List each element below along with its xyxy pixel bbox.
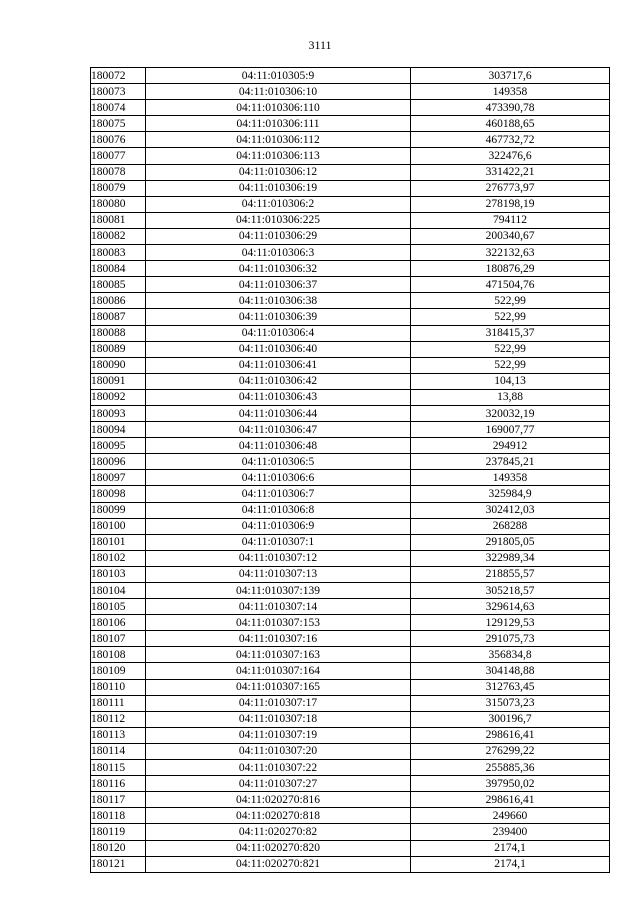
value-cell: 331422,21 bbox=[411, 164, 610, 180]
cadastral-number-cell: 04:11:010306:42 bbox=[146, 373, 411, 389]
table-row bbox=[91, 695, 610, 711]
row-id-cell: 180095 bbox=[91, 438, 146, 454]
cadastral-number-cell: 04:11:010307:19 bbox=[146, 727, 411, 743]
table-row bbox=[91, 245, 610, 261]
table-row bbox=[91, 438, 610, 454]
row-id-cell: 180120 bbox=[91, 840, 146, 856]
row-id-cell: 180089 bbox=[91, 341, 146, 357]
table-row bbox=[91, 116, 610, 132]
row-id-cell: 180119 bbox=[91, 824, 146, 840]
value-cell: 169007,77 bbox=[411, 422, 610, 438]
cadastral-number-cell: 04:11:010306:41 bbox=[146, 357, 411, 373]
table-row bbox=[91, 325, 610, 341]
cadastral-number-cell: 04:11:010306:47 bbox=[146, 422, 411, 438]
table-row bbox=[91, 550, 610, 566]
row-id-cell: 180102 bbox=[91, 550, 146, 566]
cadastral-number-cell: 04:11:010307:27 bbox=[146, 776, 411, 792]
cadastral-number-cell: 04:11:010307:20 bbox=[146, 743, 411, 759]
value-cell: 298616,41 bbox=[411, 727, 610, 743]
value-cell: 794112 bbox=[411, 212, 610, 228]
row-id-cell: 180116 bbox=[91, 776, 146, 792]
row-id-cell: 180107 bbox=[91, 631, 146, 647]
cadastral-number-cell: 04:11:010306:12 bbox=[146, 164, 411, 180]
row-id-cell: 180090 bbox=[91, 357, 146, 373]
table-row bbox=[91, 405, 610, 421]
table-row bbox=[91, 68, 610, 84]
cadastral-number-cell: 04:11:010307:153 bbox=[146, 615, 411, 631]
row-id-cell: 180079 bbox=[91, 180, 146, 196]
value-cell: 522,99 bbox=[411, 341, 610, 357]
table-row bbox=[91, 470, 610, 486]
cadastral-number-cell: 04:11:010307:17 bbox=[146, 695, 411, 711]
table-row bbox=[91, 293, 610, 309]
table-row bbox=[91, 583, 610, 599]
table-row bbox=[91, 808, 610, 824]
table-row bbox=[91, 486, 610, 502]
table-row bbox=[91, 261, 610, 277]
row-id-cell: 180096 bbox=[91, 454, 146, 470]
cadastral-number-cell: 04:11:010306:43 bbox=[146, 389, 411, 405]
row-id-cell: 180111 bbox=[91, 695, 146, 711]
row-id-cell: 180072 bbox=[91, 68, 146, 84]
table-row bbox=[91, 647, 610, 663]
value-cell: 149358 bbox=[411, 470, 610, 486]
value-cell: 2174,1 bbox=[411, 856, 610, 872]
cadastral-number-cell: 04:11:010307:16 bbox=[146, 631, 411, 647]
table-row bbox=[91, 518, 610, 534]
table-row bbox=[91, 84, 610, 100]
table-row bbox=[91, 357, 610, 373]
row-id-cell: 180092 bbox=[91, 389, 146, 405]
row-id-cell: 180113 bbox=[91, 727, 146, 743]
value-cell: 356834,8 bbox=[411, 647, 610, 663]
table-row bbox=[91, 631, 610, 647]
cadastral-number-cell: 04:11:010306:32 bbox=[146, 261, 411, 277]
row-id-cell: 180073 bbox=[91, 84, 146, 100]
value-cell: 322476,6 bbox=[411, 148, 610, 164]
value-cell: 218855,57 bbox=[411, 566, 610, 582]
row-id-cell: 180105 bbox=[91, 599, 146, 615]
row-id-cell: 180101 bbox=[91, 534, 146, 550]
cadastral-number-cell: 04:11:010307:18 bbox=[146, 711, 411, 727]
row-id-cell: 180091 bbox=[91, 373, 146, 389]
table-row bbox=[91, 228, 610, 244]
value-cell: 300196,7 bbox=[411, 711, 610, 727]
cadastral-number-cell: 04:11:010306:225 bbox=[146, 212, 411, 228]
value-cell: 149358 bbox=[411, 84, 610, 100]
table-row bbox=[91, 840, 610, 856]
row-id-cell: 180109 bbox=[91, 663, 146, 679]
cadastral-number-cell: 04:11:010307:13 bbox=[146, 566, 411, 582]
table-row bbox=[91, 100, 610, 116]
row-id-cell: 180082 bbox=[91, 228, 146, 244]
cadastral-number-cell: 04:11:010306:19 bbox=[146, 180, 411, 196]
value-cell: 471504,76 bbox=[411, 277, 610, 293]
table-row bbox=[91, 212, 610, 228]
cadastral-number-cell: 04:11:010307:163 bbox=[146, 647, 411, 663]
cadastral-number-cell: 04:11:010305:9 bbox=[146, 68, 411, 84]
row-id-cell: 180121 bbox=[91, 856, 146, 872]
table-row bbox=[91, 389, 610, 405]
value-cell: 2174,1 bbox=[411, 840, 610, 856]
value-cell: 473390,78 bbox=[411, 100, 610, 116]
cadastral-number-cell: 04:11:010306:113 bbox=[146, 148, 411, 164]
row-id-cell: 180098 bbox=[91, 486, 146, 502]
table-row bbox=[91, 599, 610, 615]
row-id-cell: 180094 bbox=[91, 422, 146, 438]
row-id-cell: 180084 bbox=[91, 261, 146, 277]
table-row bbox=[91, 373, 610, 389]
row-id-cell: 180110 bbox=[91, 679, 146, 695]
cadastral-number-cell: 04:11:020270:820 bbox=[146, 840, 411, 856]
cadastral-number-cell: 04:11:010307:165 bbox=[146, 679, 411, 695]
value-cell: 13,88 bbox=[411, 389, 610, 405]
cadastral-number-cell: 04:11:020270:816 bbox=[146, 792, 411, 808]
row-id-cell: 180108 bbox=[91, 647, 146, 663]
table-row bbox=[91, 196, 610, 212]
value-cell: 320032,19 bbox=[411, 405, 610, 421]
cadastral-number-cell: 04:11:010306:38 bbox=[146, 293, 411, 309]
cadastral-number-cell: 04:11:010306:2 bbox=[146, 196, 411, 212]
row-id-cell: 180097 bbox=[91, 470, 146, 486]
row-id-cell: 180086 bbox=[91, 293, 146, 309]
cadastral-number-cell: 04:11:010306:5 bbox=[146, 454, 411, 470]
table-row bbox=[91, 534, 610, 550]
cadastral-number-cell: 04:11:010306:29 bbox=[146, 228, 411, 244]
row-id-cell: 180106 bbox=[91, 615, 146, 631]
value-cell: 249660 bbox=[411, 808, 610, 824]
value-cell: 291075,73 bbox=[411, 631, 610, 647]
row-id-cell: 180075 bbox=[91, 116, 146, 132]
row-id-cell: 180118 bbox=[91, 808, 146, 824]
cadastral-number-cell: 04:11:010306:48 bbox=[146, 438, 411, 454]
cadastral-number-cell: 04:11:010307:14 bbox=[146, 599, 411, 615]
value-cell: 276299,22 bbox=[411, 743, 610, 759]
value-cell: 522,99 bbox=[411, 309, 610, 325]
cadastral-value-table bbox=[90, 67, 610, 873]
cadastral-number-cell: 04:11:010307:12 bbox=[146, 550, 411, 566]
value-cell: 322989,34 bbox=[411, 550, 610, 566]
cadastral-number-cell: 04:11:020270:818 bbox=[146, 808, 411, 824]
table-row bbox=[91, 792, 610, 808]
row-id-cell: 180080 bbox=[91, 196, 146, 212]
value-cell: 522,99 bbox=[411, 293, 610, 309]
value-cell: 305218,57 bbox=[411, 583, 610, 599]
value-cell: 312763,45 bbox=[411, 679, 610, 695]
row-id-cell: 180074 bbox=[91, 100, 146, 116]
row-id-cell: 180088 bbox=[91, 325, 146, 341]
value-cell: 460188,65 bbox=[411, 116, 610, 132]
row-id-cell: 180100 bbox=[91, 518, 146, 534]
table-row bbox=[91, 180, 610, 196]
cadastral-number-cell: 04:11:010306:6 bbox=[146, 470, 411, 486]
value-cell: 325984,9 bbox=[411, 486, 610, 502]
cadastral-number-cell: 04:11:010307:139 bbox=[146, 583, 411, 599]
row-id-cell: 180078 bbox=[91, 164, 146, 180]
value-cell: 467732,72 bbox=[411, 132, 610, 148]
cadastral-number-cell: 04:11:010306:37 bbox=[146, 277, 411, 293]
table-row bbox=[91, 164, 610, 180]
cadastral-number-cell: 04:11:010307:22 bbox=[146, 760, 411, 776]
row-id-cell: 180112 bbox=[91, 711, 146, 727]
value-cell: 278198,19 bbox=[411, 196, 610, 212]
table-row bbox=[91, 341, 610, 357]
row-id-cell: 180099 bbox=[91, 502, 146, 518]
value-cell: 291805,05 bbox=[411, 534, 610, 550]
cadastral-number-cell: 04:11:010306:39 bbox=[146, 309, 411, 325]
table-row bbox=[91, 711, 610, 727]
table-body bbox=[91, 68, 610, 873]
row-id-cell: 180104 bbox=[91, 583, 146, 599]
value-cell: 329614,63 bbox=[411, 599, 610, 615]
row-id-cell: 180083 bbox=[91, 245, 146, 261]
cadastral-number-cell: 04:11:020270:82 bbox=[146, 824, 411, 840]
value-cell: 397950,02 bbox=[411, 776, 610, 792]
table-row bbox=[91, 277, 610, 293]
table-row bbox=[91, 856, 610, 872]
table-row bbox=[91, 309, 610, 325]
value-cell: 318415,37 bbox=[411, 325, 610, 341]
row-id-cell: 180093 bbox=[91, 405, 146, 421]
value-cell: 200340,67 bbox=[411, 228, 610, 244]
table-row bbox=[91, 776, 610, 792]
table-row bbox=[91, 566, 610, 582]
row-id-cell: 180085 bbox=[91, 277, 146, 293]
cadastral-number-cell: 04:11:020270:821 bbox=[146, 856, 411, 872]
value-cell: 268288 bbox=[411, 518, 610, 534]
row-id-cell: 180114 bbox=[91, 743, 146, 759]
value-cell: 303717,6 bbox=[411, 68, 610, 84]
table-row bbox=[91, 727, 610, 743]
table-row bbox=[91, 454, 610, 470]
value-cell: 304148,88 bbox=[411, 663, 610, 679]
cadastral-number-cell: 04:11:010306:40 bbox=[146, 341, 411, 357]
value-cell: 255885,36 bbox=[411, 760, 610, 776]
cadastral-number-cell: 04:11:010307:1 bbox=[146, 534, 411, 550]
value-cell: 104,13 bbox=[411, 373, 610, 389]
table-row bbox=[91, 502, 610, 518]
cadastral-number-cell: 04:11:010306:111 bbox=[146, 116, 411, 132]
cadastral-number-cell: 04:11:010306:110 bbox=[146, 100, 411, 116]
table-row bbox=[91, 663, 610, 679]
value-cell: 129129,53 bbox=[411, 615, 610, 631]
table-row bbox=[91, 148, 610, 164]
row-id-cell: 180077 bbox=[91, 148, 146, 164]
value-cell: 294912 bbox=[411, 438, 610, 454]
cadastral-number-cell: 04:11:010306:7 bbox=[146, 486, 411, 502]
value-cell: 315073,23 bbox=[411, 695, 610, 711]
table-row bbox=[91, 422, 610, 438]
value-cell: 180876,29 bbox=[411, 261, 610, 277]
table-row bbox=[91, 132, 610, 148]
value-cell: 237845,21 bbox=[411, 454, 610, 470]
row-id-cell: 180087 bbox=[91, 309, 146, 325]
page-number: 3111 bbox=[308, 38, 332, 52]
cadastral-number-cell: 04:11:010306:112 bbox=[146, 132, 411, 148]
value-cell: 276773,97 bbox=[411, 180, 610, 196]
value-cell: 322132,63 bbox=[411, 245, 610, 261]
cadastral-number-cell: 04:11:010307:164 bbox=[146, 663, 411, 679]
value-cell: 522,99 bbox=[411, 357, 610, 373]
cadastral-number-cell: 04:11:010306:44 bbox=[146, 405, 411, 421]
table-row bbox=[91, 824, 610, 840]
value-cell: 302412,03 bbox=[411, 502, 610, 518]
cadastral-number-cell: 04:11:010306:8 bbox=[146, 502, 411, 518]
value-cell: 298616,41 bbox=[411, 792, 610, 808]
table-row bbox=[91, 760, 610, 776]
cadastral-number-cell: 04:11:010306:9 bbox=[146, 518, 411, 534]
value-cell: 239400 bbox=[411, 824, 610, 840]
table-row bbox=[91, 743, 610, 759]
cadastral-number-cell: 04:11:010306:3 bbox=[146, 245, 411, 261]
row-id-cell: 180076 bbox=[91, 132, 146, 148]
cadastral-number-cell: 04:11:010306:4 bbox=[146, 325, 411, 341]
row-id-cell: 180103 bbox=[91, 566, 146, 582]
row-id-cell: 180115 bbox=[91, 760, 146, 776]
cadastral-number-cell: 04:11:010306:10 bbox=[146, 84, 411, 100]
row-id-cell: 180117 bbox=[91, 792, 146, 808]
table-row bbox=[91, 615, 610, 631]
row-id-cell: 180081 bbox=[91, 212, 146, 228]
table-row bbox=[91, 679, 610, 695]
